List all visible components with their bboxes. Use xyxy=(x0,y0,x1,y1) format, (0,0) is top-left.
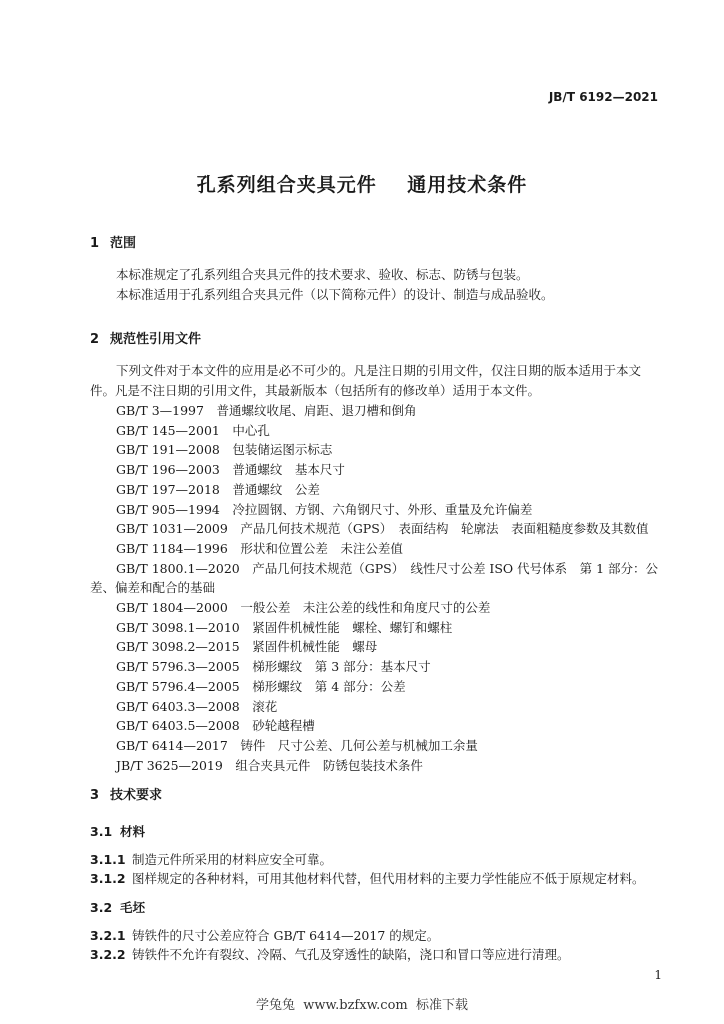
reference-item: GB/T 1800.1—2020 产品几何技术规范（GPS） 线性尺寸公差 ISO 代号体系 第 1 部分：公差、偏差和配合的基础 xyxy=(90,560,659,596)
reference-item: GB/T 3—1997 普通螺纹收尾、肩距、退刀槽和倒角 xyxy=(116,403,417,418)
section-1-body xyxy=(90,265,660,304)
clause-number: 3.1.1 xyxy=(90,852,126,867)
page-number: 1 xyxy=(654,968,662,982)
clause-3-2-2 xyxy=(90,945,670,964)
reference-item: GB/T 1184—1996 形状和位置公差 未注公差值 xyxy=(116,540,403,556)
clause-3-1-1 xyxy=(90,850,670,869)
standard-code: JB/T 6192—2021 xyxy=(548,90,658,104)
reference-item: GB/T 5796.4—2005 梯形螺纹 第 4 部分：公差 xyxy=(116,678,406,694)
reference-item: GB/T 196—2003 普通螺纹 基本尺寸 xyxy=(116,462,345,478)
document-title: 孔系列组合夹具元件 通用技术条件 xyxy=(196,174,528,196)
reference-item: GB/T 6414—2017 铸件 尺寸公差、几何公差与机械加工余量 xyxy=(116,737,478,753)
subsection-number: 3.1 xyxy=(90,824,113,839)
section-number: 3 xyxy=(90,788,100,803)
section-title: 技术要求 xyxy=(110,788,163,803)
clause-text: 制造元件所采用的材料应安全可靠。 xyxy=(132,852,333,867)
clause-text: 铸铁件不允许有裂纹、冷隔、气孔及穿透性的缺陷，浇口和冒口等应进行清理。 xyxy=(132,947,570,962)
clause-number: 3.2.2 xyxy=(90,947,126,962)
reference-item: JB/T 3625—2019 组合夹具元件 防锈包装技术条件 xyxy=(116,757,423,773)
clause-text: 图样规定的各种材料，可用其他材料代替，但代用材料的主要力学性能应不低于原规定材料。 xyxy=(132,871,645,886)
clause-text: 铸铁件的尺寸公差应符合 GB/T 6414—2017 的规定。 xyxy=(132,928,440,943)
section-title: 规范性引用文件 xyxy=(110,332,202,347)
reference-item: GB/T 197—2018 普通螺纹 公差 xyxy=(116,481,320,497)
paragraph: 下列文件对于本文件的应用是必不可少的。凡是注日期的引用文件，仅注日期的版本适用于本文件。凡是不注日期的引用文件，其最新版本（包括所有的修改单）适用于本文件。 xyxy=(90,363,642,398)
subsection-3-2-heading xyxy=(90,898,145,916)
reference-item: GB/T 6403.3—2008 滚花 xyxy=(116,698,278,714)
section-1-heading xyxy=(90,232,136,251)
clause-3-1-2 xyxy=(90,869,670,888)
reference-item: GB/T 145—2001 中心孔 xyxy=(116,422,270,438)
section-number: 1 xyxy=(90,236,100,251)
subsection-3-1-heading xyxy=(90,822,145,840)
reference-item: GB/T 905—1994 冷拉圆钢、方钢、六角钢尺寸、外形、重量及允许偏差 xyxy=(116,501,533,517)
paragraph: 本标准规定了孔系列组合夹具元件的技术要求、验收、标志、防锈与包装。 xyxy=(116,267,529,282)
subsection-title: 毛坯 xyxy=(120,900,146,915)
reference-item: GB/T 191—2008 包装储运图示标志 xyxy=(116,442,333,458)
reference-item: GB/T 1804—2000 一般公差 未注公差的线性和角度尺寸的公差 xyxy=(116,600,491,616)
subsection-title: 材料 xyxy=(120,824,146,839)
reference-item: GB/T 6403.5—2008 砂轮越程槽 xyxy=(116,718,315,734)
clause-number: 3.1.2 xyxy=(90,871,126,886)
watermark-footer: 学兔兔 www.bzfxw.com 标准下载 xyxy=(256,998,468,1013)
section-2-intro xyxy=(90,361,660,400)
clause-3-2-1 xyxy=(90,926,670,945)
reference-item: GB/T 5796.3—2005 梯形螺纹 第 3 部分：基本尺寸 xyxy=(116,659,431,675)
subsection-number: 3.2 xyxy=(90,900,113,915)
reference-item: GB/T 3098.2—2015 紧固件机械性能 螺母 xyxy=(116,639,378,655)
section-title: 范围 xyxy=(110,236,137,251)
clause-number: 3.2.1 xyxy=(90,928,126,943)
reference-item: GB/T 3098.1—2010 紧固件机械性能 螺栓、螺钉和螺柱 xyxy=(116,619,453,635)
section-number: 2 xyxy=(90,332,100,347)
reference-list xyxy=(90,401,660,775)
reference-item: GB/T 1031—2009 产品几何技术规范（GPS） 表面结构 轮廓法 表面粗糙度参数及其数值 xyxy=(116,521,649,537)
section-3-heading xyxy=(90,784,162,803)
section-2-heading xyxy=(90,328,201,347)
paragraph: 本标准适用于孔系列组合夹具元件（以下简称元件）的设计、制造与成品验收。 xyxy=(116,286,554,302)
